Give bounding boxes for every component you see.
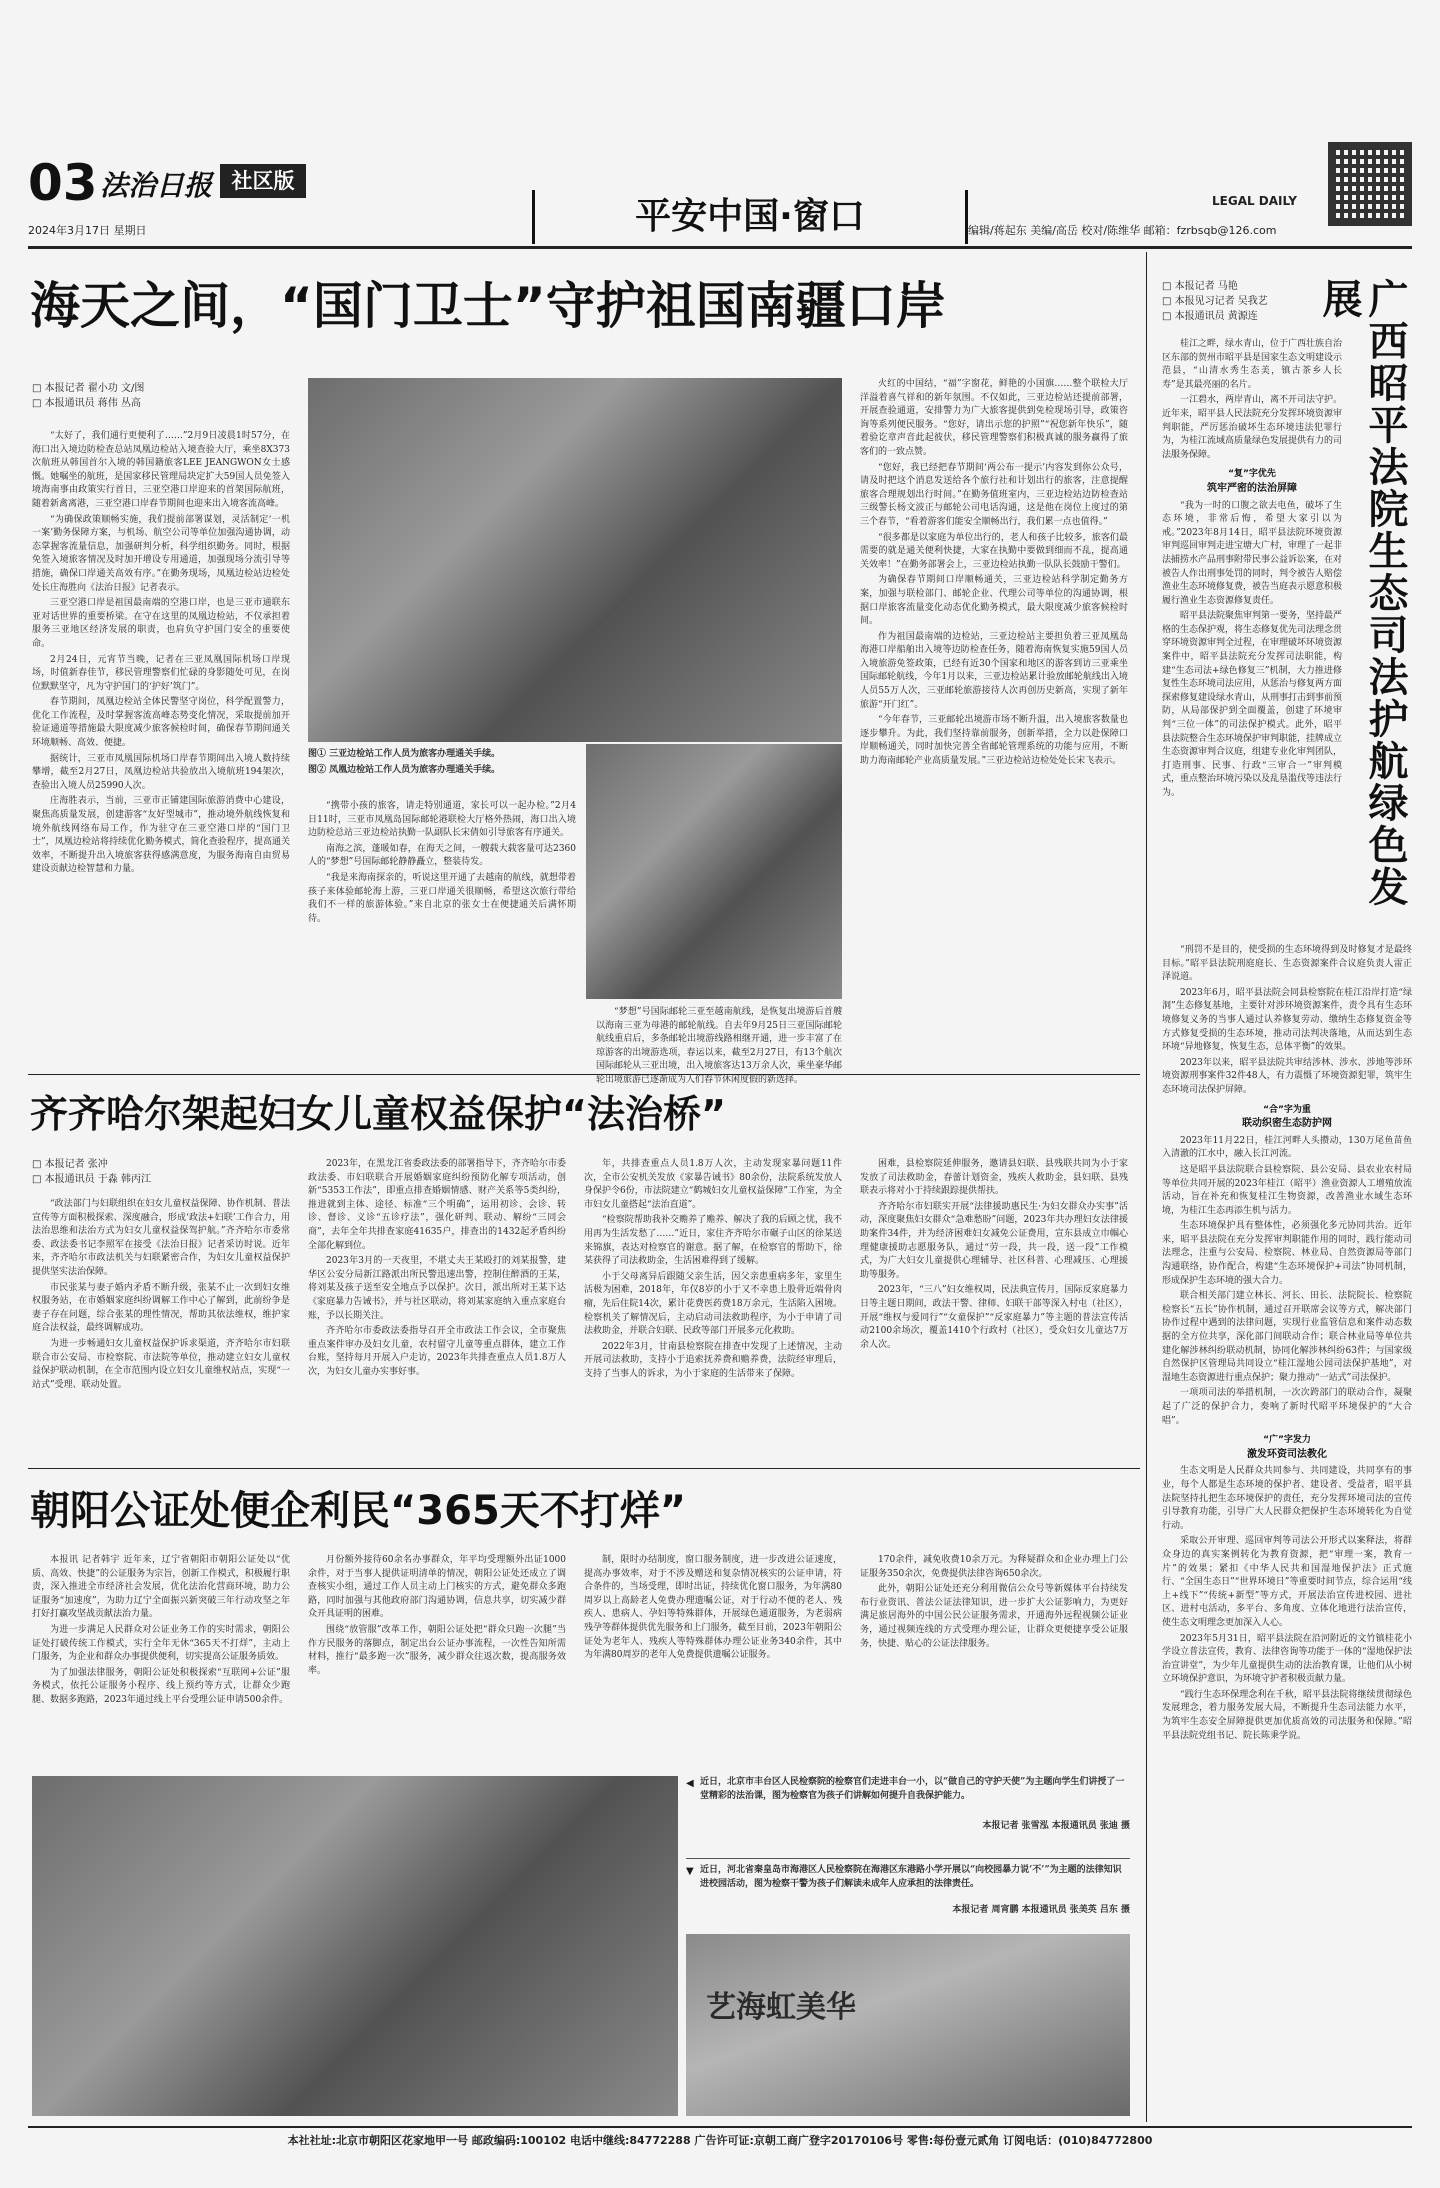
article3-p6: 制，限时办结制度，窗口服务制度，进一步改进公证速度，提高办事效率，对于不涉及赠送和复杂情况核实的公证申请，符合条件的，当场受理，即时出证，持续优化窗口服务，为年满80周岁以上高龄老人免费办理遗嘱公证，对于行动不便的老人、残疾人、患病人、孕妇等特殊群体，开展绿色通道服务，为老弱病残孕等群体提供优先服务和上门服务，截至目前，2023年朝阳公证处为老年人、残疾人等特殊群体办理公证业务340余件，其中为年满80周岁的老年人免费提供遗嘱公证服务。	[584, 1555, 842, 1661]
sidebar-s2p4: 联合相关部门建立林长、河长、田长、法院院长、检察院检察长“五长”协作机制，通过召开联席会议等方式，解决部门协作过程中遇到的法律问题，实现行业监管信息和案件动态数据的全方位共享，深化部门间联动合作；联合林业局等单位共建化解涉林纠纷联动机制，协同化解涉林纠纷63件；与国家级自然保护区管理局共同设立“桂江湿地公园司法保护基地”，对湿地生态资源进行重点保护；聚力推动“一站式”司法保护。	[1162, 1291, 1412, 1383]
issue-date: 2024年3月17日 星期日	[28, 224, 147, 237]
sidebar-s1p3: “刑罚不是目的，使受损的生态环境得到及时修复才是最终目标。”昭平县法院刑庭庭长、生态资源案件合议庭负责人雷正泽说道。	[1162, 945, 1412, 983]
edition-label: 社区版	[231, 169, 295, 193]
sidebar-s3p3: 2023年5月31日，昭平县法院在沿河附近的文竹镇桂花小学设立普法宣传，教育、法律咨询等功能于一体的“湿地保护法治宣讲堂”，为少年儿童提供生动的法治教育课，让他们从小树立环境保护意识，为环境守护者积极贡献力量。	[1162, 1633, 1412, 1685]
sidebar-s2p5: 一项项司法的举措机制，一次次跨部门的联动合作，凝聚起了广泛的保护合力，奏响了新时代昭平环境保护的“大合唱”。	[1162, 1388, 1412, 1426]
article3-p2: 为进一步满足人民群众对公证业务工作的实时需求，朝阳公证处打破传统工作模式，实行全年无休“365天不打烊”，主动上门服务，为企业和群众办事提供便利，切实提高公证服务质效。	[32, 1624, 290, 1663]
article2-p10: 2022年3月，甘南县检察院在排查中发现了上述情况，主动开展司法救助，支持小于追索抚养费和赡养费，法院经审理后，支持了当事人的诉求，为小于家庭的生活带来了保障。	[584, 1341, 842, 1379]
article1-p13: “您好，我已经把春节期间‘两公布一提示’内容发到你公众号，请及时把这个消息发送给各个旅行社和计划出行的旅客，注意提醒旅客合理规划出行时间。”在勤务值班室内，三亚边检站边防检查站三级警长杨文波正与邮轮公司电话沟通，这是他在岗位上度过的第三个春节，“看着游客们能安全顺畅出行，我们累一点也值得。”	[860, 462, 1128, 527]
sidebar-byline3: □ 本报通讯员 黄源连	[1162, 311, 1258, 322]
article3-col1	[32, 1554, 290, 1754]
article2-p3: 为进一步畅通妇女儿童权益保护诉求渠道，齐齐哈尔市妇联联合市公安局、市检察院、市法院等单位，推动建立妇女儿童权益保护联动机制，在全市范围内设立妇女儿童维权站点，实现“一站式”受理、联动处置。	[32, 1338, 290, 1390]
article1-p16: 作为祖国最南端的边检站，三亚边检站主要担负着三亚凤凰岛海港口岸船舶出入境等边防检查任务，随着海南恢复实施59国人员入境旅游免签政策，已经有近30个国家和地区的游客到访三亚乘坐国际邮轮航线，今年1月以来，三亚边检站累计验放邮轮航线出入境人员55万人次，三亚邮轮旅游接待人次再创历史新高，实现了新年旅游“开门红”。	[860, 631, 1128, 710]
photo-caption-2-text: 近日，河北省秦皇岛市海港区人民检察院在海港区东港路小学开展以“向校园暴力说‘不’”为主题的法律知识进校园活动，图为检察干警为孩子们解读未成年人应承担的法律责任。	[700, 1865, 1122, 1889]
paper-name: 法治日报	[100, 169, 213, 202]
masthead	[28, 142, 1412, 242]
article1-col2	[308, 800, 576, 1060]
article2-byline1: □ 本报记者 张冲	[32, 1159, 108, 1170]
sidebar-byline1: □ 本报记者 马艳	[1162, 281, 1238, 292]
article2-p1: “政法部门与妇联组织在妇女儿童权益保障、协作机制、普法宣传等方面积极探索、深度融合，形成‘政法+妇联’工作合力，用法治思维和法治方式为妇女儿童权益保驾护航。”齐齐哈尔市委常委、政法委书记李照军在接受《法治日报》记者采访时说。近年来，齐齐哈尔市政法机关与妇联紧密合作，为妇女儿童权益保护提供坚实法治保障。	[32, 1199, 290, 1277]
article2-p11: 困难，县检察院延伸服务，邀请县妇联、县残联共同为小于家发放了司法救助金，春蕾计划资金，残疾人救助金，县妇联、县残联表示将对小于持续跟踪提供帮扶。	[860, 1159, 1128, 1197]
page-number: 03	[28, 154, 98, 212]
article1-p6: 据统计，三亚市凤凰国际机场口岸春节期间出入境人数持续攀增，截至2月27日，凤凰边检站共验放出入境航班194架次，查验出入境人员25990人次。	[32, 753, 290, 791]
article1-col3	[596, 1006, 842, 1085]
photo-caption-1	[686, 1776, 1130, 1859]
section-title: 平安中国·窗口	[635, 196, 865, 237]
article2-col2	[308, 1158, 566, 1460]
triangle-marker-icon: ◀	[686, 1778, 694, 1789]
bottom-photo-library	[686, 1934, 1130, 2116]
article1-divider	[28, 1074, 1140, 1075]
article1-photo2	[586, 744, 842, 999]
sidebar-sub3: 激发环资司法教化	[1247, 1448, 1327, 1460]
article3-p3: 为了加强法律服务，朝阳公证处积极探索“互联网+公证”服务模式，依托公证服务小程序、线上预约等方式，让群众少跑腿、数据多跑路，2023年通过线上平台受理公证申请500余件。	[32, 1667, 290, 1705]
sidebar-s1p5: 2023年以来，昭平县法院共审结涉林、涉水、涉地等涉环境资源刑事案件32件48人，有力震慑了环境资源犯罪，筑牢生态环境司法保护屏障。	[1162, 1057, 1412, 1095]
article1-p8: “携带小孩的旅客，请走特别通道，家长可以一起办检。”2月4日11时，三亚市凤凰岛国际邮轮港联检大厅格外热闹，海口出入境边防检总站三亚边检站执勤一队副队长宋倩如引导旅客有序通关。	[308, 801, 576, 839]
article2-col1	[32, 1198, 290, 1460]
sidebar-sub2-kicker: “合”字为重	[1263, 1104, 1311, 1115]
sidebar-s3p1: 生态文明是人民群众共同参与、共同建设，共同享有的事业，每个人都是生态环境的保护者、建设者、受益者，昭平县法院坚持扎把生态环境保护的责任，充分发挥环境司法的宣传引导教育功能，引导广大人民群众把保护生态环境转化为自觉行动。	[1162, 1466, 1412, 1531]
article2-p13: 2023年，“三八”妇女维权周，民法典宣传月，国际反家庭暴力日等主题日期间，政法干警、律师、妇联干部等深入村屯（社区），开展“维权与爱同行”“女童保护”“反家庭暴力”等主题的普法宣传活动2100余场次，覆盖1410个行政村（社区），受众妇女儿童达7万余人次。	[860, 1285, 1128, 1350]
article1-p12: 火红的中国结，“福”字窗花，鲜艳的小国旗……整个联检大厅洋溢着喜气祥和的新年氛围。不仅如此，三亚边检站还提前部署，开展查验通道，安排警力为广大旅客提供到免检现场引导，政策咨询等系列便民服务。“您好，请出示您的护照”“祝您新年快乐”，随着验讫章声音此起彼伏，移民管理警察们积极真诚的服务赢得了旅客们的一致点赞。	[860, 379, 1128, 457]
sidebar-divider	[1146, 252, 1147, 2122]
sidebar-s2p1: 2023年11月22日，桂江河畔人头攒动，130万尾鱼苗鱼入清澈的江水中，融入长江河流。	[1162, 1135, 1412, 1160]
article1-p5: 春节期间，凤凰边检站全体民警坚守岗位，科学配置警力，优化工作流程，及时掌握客流高峰态势变化情况，采取提前加开验证通道等措施最大限度减少旅客候检时间，确保春节期间通关环境顺畅、高效、便捷。	[32, 697, 290, 749]
sidebar-title: 广西昭平法院生态司法护航绿色发展	[1316, 278, 1408, 908]
article1-p9: 南海之滨，蓬暖如春，在海天之间，一艘载大载客量可达2360人的“梦想”号国际邮轮静静矗立，整装待发。	[308, 843, 576, 868]
article2-p12: 齐齐哈尔市妇联实开展“法律援助惠民生·为妇女群众办实事”活动，深度聚焦妇女群众“急难愁盼”问题，2023年共办理妇女法律援助案件34件，并为经济困难妇女减免公证费用，宣东县成立巾帼心理健康援助志愿服务队，通过“劳一段，共一段，送一段”工作模式，为广大妇女儿童提供心理辅导、社区科普、心理减压、心理援助等服务。	[860, 1201, 1128, 1280]
article1-byline2: □ 本报通讯员 蒋伟 丛高	[32, 398, 141, 409]
section-title-box	[532, 190, 968, 244]
article3-p8: 此外，朝阳公证处还充分利用微信公众号等新媒体平台持续发布行业资讯、普法公证法律知识，进一步扩大公证影响力，为更好满足旅居海外的中国公民公证服务需求，开通海外远程视频公证业务，通过视频连线的方式受理办理公证，让群众更便捷享受公证服务，快捷、贴心的公证法律服务。	[860, 1584, 1128, 1649]
article1-caption2: 图② 凤凰边检站工作人员为旅客办理通关手续。	[308, 765, 501, 775]
article1-col4	[860, 378, 1128, 1064]
article1-p7: 庄海胜表示，当前，三亚市正铺建国际旅游消费中心建设，聚焦高质量发展，创建游客“友好型城市”，推动境外航线恢复和境外航线网络布局工作，作为驻守在三亚空港口岸的“国门卫士”，凤凰边检站将持续优化勤务模式，简化查验程序，提高通关效率，不断提升出入境旅客获得感满意度，为服务海南自由贸易建设贡献边检智慧和力量。	[32, 796, 290, 875]
article2-divider	[28, 1468, 1140, 1469]
qr-code-icon	[1328, 142, 1412, 226]
photo-caption-1-credit: 本报记者 张雪泓 本报通讯员 张迪 摄	[982, 1821, 1130, 1831]
article1-caption1: 图① 三亚边检站工作人员为旅客办理通关手续。	[308, 749, 501, 759]
sidebar-intro2: 一江碧水，两岸青山，离不开司法守护。近年来，昭平县人民法院充分发挥环境资源审判职能，严厉惩治破坏生态环境违法犯罪行为，为桂江流域高质量绿色发展提供有力的司法服务保障。	[1162, 395, 1343, 460]
sidebar-byline2: □ 本报见习记者 吴我艺	[1162, 296, 1268, 307]
article1-p4: 2月24日，元宵节当晚，记者在三亚凤凰国际机场口岸现场，时值新春佳节，移民管理警察们忙碌的身影随处可见，在岗位默默坚守，凡为守护国门的‘护好’筑门”。	[32, 654, 290, 692]
sidebar-s3p2: 采取公开审理、巡回审判等司法公开形式以案释法，将群众身边的真实案例转化为教育资源，把“审理一案，教育一片”的效果；紧扣《中华人民共和国湿地保护法》正式施行、“全国生态日”“世界环境日”等重要时间节点，综合运用“线上+线下”“传统+新型”等方式，开展法治宣传进校园、进社区、进村屯活动，多平台、多角度、立体化地进行法治宣传，使生态文明理念更加深入人心。	[1162, 1536, 1412, 1628]
photo-caption-1-text: 近日，北京市丰台区人民检察院的检察官们走进丰台一小，以“做自己的守护天使”为主题向学生们讲授了一堂精彩的法治课，图为检察官为孩子们讲解如何提升自我保护能力。	[700, 1777, 1125, 1801]
article1-title: 海天之间，“国门卫士”守护祖国南疆口岸	[30, 277, 946, 335]
article3-p1: 本报讯 记者韩宇 近年来，辽宁省朝阳市朝阳公证处以“优质、高效、快捷”的公证服务为宗旨，创新工作模式，积极履行职责，深入推进全市经济社会发展，优化法治化营商环境，助力公证服务“加速度”，为助力辽宁全面振兴新突破三年行动攻坚之年打好打赢攻坚战贡献法治力量。	[32, 1555, 290, 1620]
sidebar-col-top	[1162, 338, 1342, 938]
footer-line: 本社社址:北京市朝阳区花家地甲一号 邮政编码:100102 电话中继线:84772288 广告许可证:京朝工商广登字20170106号 零售:每份壹元贰角 订阅电话：(010)84772800	[287, 2134, 1153, 2147]
article1-p15: 为确保春节期间口岸顺畅通关，三亚边检站科学制定勤务方案，加强与联检部门、邮轮企业、代理公司等单位的沟通协调，根据口岸旅客流量变化动态优化勤务模式，最大限度减少旅客候检时间。	[860, 575, 1128, 627]
article2-p2: 市民张某与妻子婚内矛盾不断升级，张某不止一次到妇女维权服务站，在市婚姻家庭纠纷调解工作中心了解到，此前纷争是妻子存在问题，综合张某的理性情况，帮助其依法维权，维护家庭合法权益，最终调解成功。	[32, 1282, 290, 1334]
article2-p7: 年，共排查重点人员1.8万人次，主动发现家暴问题11件次，全市公安机关发放《家暴告诫书》80余份，法院系统发放人身保护令6份，市法院建立“鹤城妇女儿童权益保障”工作室，为全市妇女儿童搭起“法治直道”。	[584, 1159, 842, 1210]
article3-p5: 围绕“放管服”改革工作，朝阳公证处把“群众只跑一次腿”当作方民服务的落脚点，制定出台公证办事流程，一次性告知所需材料，推行“最多跑一次”服务，减少群众往返次数，提高服务效率。	[308, 1624, 566, 1676]
sidebar-s1p4: 2023年6月，昭平县法院会同县检察院在桂江沿岸打造“绿洞”生态修复基地，主要针对涉环境资源案件，责令具有生态环境修复义务的当事人通过认养修复劳动、缴纳生态修复资金等方式修复受损的生态环境，推动司法判决落地，从而达到生态环境“异地修复，恢复生态，总体平衡”的效果。	[1162, 987, 1412, 1053]
sidebar-s3p4: “践行生态环保理念利在千秋，昭平县法院将继续贯彻绿色发展理念，着力服务发展大局，不断提升生态司法能力水平，为筑牢生态安全屏障提供更加优质高效的司法服务和保障。”昭平县法院党组书记、院长陈秉学说。	[1162, 1689, 1412, 1741]
article2-col3	[584, 1158, 842, 1460]
article1-byline1: □ 本报记者 翟小功 文/图	[32, 383, 145, 394]
triangle-marker-icon: ▼	[686, 1866, 694, 1877]
photo-caption-2	[686, 1864, 1130, 1930]
article3-col4	[860, 1554, 1128, 1754]
article2-p9: 小于父母离异后跟随父亲生活，因父亲患重病多年，家里生活极为困难，2018年，年仅8岁的小于又不幸患上股骨近端骨肉瘤，先后住院14次，累计花费医药费18万余元，生活陷入困境。检察机关了解情况后，主动启动司法救助程序，为小于申请了司法救助金，并联合妇联、民政等部门开展多元化救助。	[584, 1271, 842, 1337]
article1-p2: “为确保政策顺畅实施，我们提前部署谋划，灵活制定‘一机一案’勤务保障方案，与机场、航空公司等单位加强沟通协调，动态掌握客流量信息，加强研判分析，科学组织勤务。同时，根据免签入境旅客情况及时加开增设专用通道，加强现场分流引导等措施，确保口岸通关高效有序。”在勤务现场，凤凰边检站边检处处长庄海胜向《法治日报》记者表示。	[32, 514, 290, 593]
masthead-rule	[28, 246, 1412, 249]
article3-col2	[308, 1554, 566, 1754]
sidebar-s1p1: “我为一时的口腹之欲去电鱼，破坏了生态环境，非常后悔，希望大家引以为戒。”2023年8月14日，昭平县法院环境资源审判巡回审判走进宝塘大广村，审理了一起非法捕捞水产品刑事附带民事公益诉讼案，在对被告人作出刑事处罚的同时，判令被告人赔偿渔业生态环境修复费，被告当庭表示愿意积极履行渔业生态资源修复责任。	[1162, 500, 1343, 606]
sidebar-s1p2: 昭平县法院聚焦审判第一要务，坚持最严格的生态保护观，将生态修复优先司法理念贯穿环境资源审判全过程，在审理破坏环境资源案件中，昭平县法院充分发挥司法职能，构建“生态司法+绿色修复三”机制，大力推进修复性生态环境司法应用，从惩治与修复两方面探索修复建设绿水青山，从刑事打击到事前预防，从局部保护到全面覆盖，创建了环境审判“三位一体”的司法保护模式。此外，昭平县法院整合生态环境保护审判职能，挂牌成立生态资源审判合议庭，组建专业化审判团队，打造刑事、民事、行政“三审合一”审判模式，重点整治环境污染以及乱垦滥伐等违法行为。	[1162, 611, 1343, 798]
article1-p10: “我是来海南探亲的，听说这里开通了去越南的航线，就想带着孩子来体验邮轮海上游，三亚口岸通关很顺畅，希望这次旅行带给我们不一样的旅游体验。”来自北京的张女士在便捷通关后满怀期待。	[308, 872, 576, 924]
article3-col3	[584, 1554, 842, 1754]
sidebar-intro: 桂江之畔，绿水青山，位于广西壮族自治区东部的贺州市昭平县是国家生态文明建设示范县，“山清水秀生态美，镇古茶乡人长寿”是其最亮丽的名片。	[1162, 339, 1343, 390]
article2-p8: “检察院帮助我补交赡养了赡养、解决了我的后顾之忧，我不用再为生活发愁了……”近日，家住齐齐哈尔市碾子山区的徐某送来锦旗，表达对检察官的谢意。据了解，在检察官的帮助下，徐某获得了司法救助金，生活困难得到了缓解。	[584, 1215, 842, 1267]
editors-line: 编辑/蒋起东 美编/高岳 校对/陈维华 邮箱：fzrbsqb@126.com	[968, 224, 1277, 237]
article1-p1: “太好了，我们通行更便利了……”2月9日凌晨1时57分，在海口出入境边防检查总站凤凰边检站入境查验大厅，乘坐8X373次航班从韩国首尔入境的韩国籍旅客LEE JEANGWON女士感慨。她嘱坐的航班，是国家移民管理局块定扩大59国人员免签入境海南事由政策实行首日，三亚空港口岸迎来的首架国际航班，随着新禽离港，三亚空港口岸春节期间也迎来出入境客流高峰。	[32, 431, 290, 509]
bottom-photo-classroom	[32, 1776, 678, 2116]
sidebar-s2p3: 生态环境保护具有整体性，必须强化多元协同共治。近年来，昭平县法院在充分发挥审判职能作用的同时，践行能动司法理念，注重与公安局、检察院、林业局、自然资源局等部门沟通联络，协作配合，构建“生态环境保护+司法”协同机制，形成保护生态环境的强大合力。	[1162, 1221, 1412, 1286]
sidebar-sub2: 联动织密生态防护网	[1242, 1118, 1332, 1130]
article3-p7: 170余件，减免收费10余万元。为释疑群众和企业办理上门公证服务350余次，免费提供法律咨询650余次。	[860, 1555, 1128, 1579]
article1-photo1	[308, 378, 842, 742]
article1-p11: “梦想”号国际邮轮三亚至越南航线，是恢复出境游后首艘以海南三亚为母港的邮轮航线。自去年9月25日三亚国际邮轮航线重启后，多条邮轮出境游线路相继开通，进一步丰富了在琼游客的出境游选项，春运以来，截至2月27日，有13个航次国际邮轮从三亚出境，出入境旅客达13万余人次，乘坐豪华邮轮出境旅游已逐渐成为人们春节休闲度假的新选择。	[596, 1007, 842, 1085]
sidebar-sub1-kicker: “复”字优先	[1228, 469, 1276, 480]
footer-rule	[28, 2126, 1412, 2128]
article2-col4	[860, 1158, 1128, 1460]
article3-title: 朝阳公证处便企利民“365天不打烊”	[30, 1488, 687, 1534]
article3-p4: 月份额外接待60余名办事群众，年平均受理额外出证1000余件，对于当事人提供证明清单的情况，朝阳公证处还成立了调查核实小组，通过工作人员主动上门核实的方式，避免群众多跑路，同时加强与其他政府部门沟通协调，信息共享，切实减少群众开具证明的困难。	[308, 1555, 566, 1620]
article1-p17: “今年春节，三亚邮轮出境游市场不断升温，出入境旅客数量也逐步攀升。为此，我们坚持靠前服务，创新举措，全力以赴保障口岸顺畅通关，同时加快完善全省邮轮管理系统的功能与应用，不断助力海南邮轮产业高质量发展。”三亚边检站边检处处长宋飞表示。	[860, 715, 1128, 767]
article2-p5: 2023年3月的一天夜里，不堪丈夫王某殴打的刘某报警，建华区公安分局新江路派出所民警迅速出警，控制住醉酒的王某，将刘某及孩子送至安全地点予以保护。次日，派出所对王某下达《家庭暴力告诫书》，并与社区联动，将刘某家庭纳入重点家庭台账，予以长期关注。	[308, 1256, 566, 1321]
photo-caption-2-credit: 本报记者 周宵鹏 本报通讯员 张美英 吕东 摄	[952, 1905, 1130, 1915]
article2-p4: 2023年，在黑龙江省委政法委的部署指导下，齐齐哈尔市委政法委、市妇联联合开展婚姻家庭纠纷预防化解专项活动，创新“5353工作法”，即重点排查婚姻情感、财产关系等5类纠纷，推进就到主体、途径、标准“三个明确”，运用初诊、会诊、转诊、督诊、义诊“五诊疗法”，强化研判、联动、解纷“三同会商”，去年全年共排查家庭41635户，排查出的1432起矛盾纠纷全部化解到位。	[308, 1159, 566, 1251]
article1-p14: “很多都是以家庭为单位出行的，老人和孩子比较多，旅客们最需要的就是通关便利快捷，大家在执勤中要做到细而不乱，提高通关效率！”在勤务部署会上，三亚边检站执勤一队队长鼓励干警们。	[860, 532, 1128, 570]
sidebar-col-bottom	[1162, 944, 1412, 2116]
edition-badge	[220, 164, 306, 198]
library-banner: 艺海虹美华	[706, 1990, 856, 2025]
sidebar-sub3-kicker: “广”字发力	[1263, 1435, 1311, 1446]
article2-byline2: □ 本报通讯员 于淼 韩丙江	[32, 1174, 151, 1185]
article2-title: 齐齐哈尔架起妇女儿童权益保护“法治桥”	[30, 1092, 726, 1136]
sidebar-s2p2: 这是昭平县法院联合县检察院、县公安局、县农业农村局等单位共同开展的2023年桂江（昭平）渔业资源人工增殖放流活动，旨在补充和恢复桂江生物资源，改善渔业水域生态环境，为桂江生态再添生机与活力。	[1162, 1164, 1412, 1216]
article2-p6: 齐齐哈尔市委政法委指导召开全市政法工作会议，全市聚焦重点案件审办及妇女儿童，农村留守儿童等重点群体，建立工作台账，坚持每月开展入户走访，2023年共排查重点人员1.8万人次，为妇女儿童办实事好事。	[308, 1326, 566, 1377]
sidebar-sub1: 筑牢严密的法治屏障	[1207, 482, 1297, 494]
legal-daily-label: LEGAL DAILY	[1212, 194, 1297, 208]
article1-col1	[32, 430, 290, 1065]
article1-p3: 三亚空港口岸是祖国最南端的空港口岸，也是三亚市通联东亚对话世界的重要桥梁。在守在这里的凤凰边检站，不仅承担着服务三亚地区经济发展的职责，也肩负守护国门安全的重要使命。	[32, 598, 290, 649]
